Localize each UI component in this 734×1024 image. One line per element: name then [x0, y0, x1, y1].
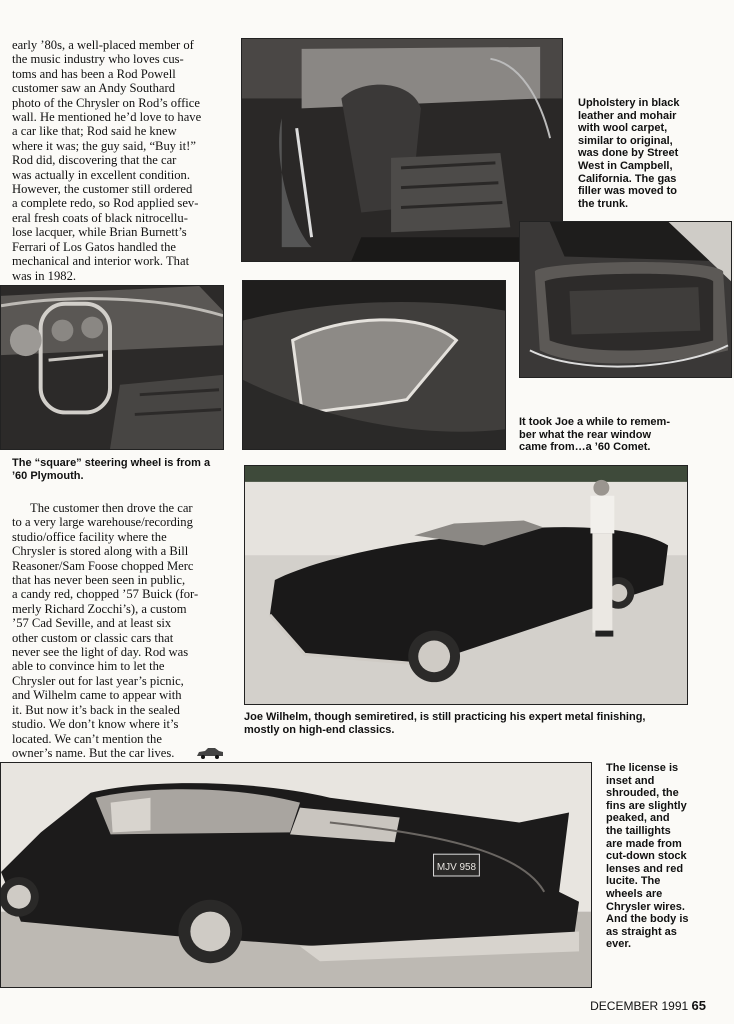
caption-joe-wilhelm: Joe Wilhelm, though semiretired, is still practicing his expert metal finishing, mostly on high-end classics. [244, 711, 646, 736]
photo-trunk [519, 221, 732, 378]
footer-page-number: 65 [691, 998, 706, 1013]
caption-license-fins: The license is inset and shrouded, the fins are slightly peaked, and the taillights are made from cut-down stock lenses and red lucite. The wheels are Chrysler wires. And the body is as straight as ever. [606, 762, 689, 951]
photo-rear-window [242, 280, 506, 450]
paragraph-2-text: The customer then drove the car to a very large warehouse/recording studio/office facility where the Chrysler is stored along with a Bill Reasoner/Sam Foose chopped Merc that has never been seen in public, a candy red, chopped ’57 Buick (for- merly Richard Zocchi’s), a custom ’57 Cad Seville, and at least six other custom or classic cars that never see the light of day. Rod was able to convince him to let the Chrysler out for last year’s picnic, and Wilhelm came to appear with it. But now it’s back in the sealed studio. We don’t know where it’s located. We can’t mention the owner’s name. But the car lives. [12, 501, 199, 760]
end-mark-car-icon [177, 747, 225, 762]
photo-joe-wilhelm [244, 465, 688, 705]
article-paragraph-1: early ’80s, a well-placed member of the music industry who loves cus- toms and has been a Rod Powell customer saw an Andy Southard photo of the Chrysler on Rod’s office wall. He mentioned he’d love to have a car like that; Rod said he knew where it was; the guy said, “Buy it!” Rod did, discovering that the car was actually in excellent condition. However, the customer still ordered a complete redo, so Rod applied sev- eral fresh coats of black nitrocellu- lose lacquer, while Brian Burnett’s Ferrari of Los Gatos handled the mechanical and interior work. That was in 1982. [12, 38, 202, 283]
article-paragraph-2 [12, 501, 230, 762]
photo-car-rear [0, 762, 592, 988]
footer-issue-date: DECEMBER 1991 [590, 999, 689, 1013]
caption-rear-window: It took Joe a while to remem- ber what the rear window came from…a ’60 Comet. [519, 416, 670, 454]
caption-steering-wheel: The “square” steering wheel is from a ’60 Plymouth. [12, 457, 211, 482]
license-plate-text: MJV 958 [436, 862, 477, 874]
page-footer [590, 998, 706, 1013]
photo-interior-seats [241, 38, 563, 262]
caption-upholstery: Upholstery in black leather and mohair with wool carpet, similar to original, was done by Street West in Campbell, California. The gas filler was moved to the trunk. [578, 97, 680, 210]
photo-steering-wheel [0, 285, 224, 450]
